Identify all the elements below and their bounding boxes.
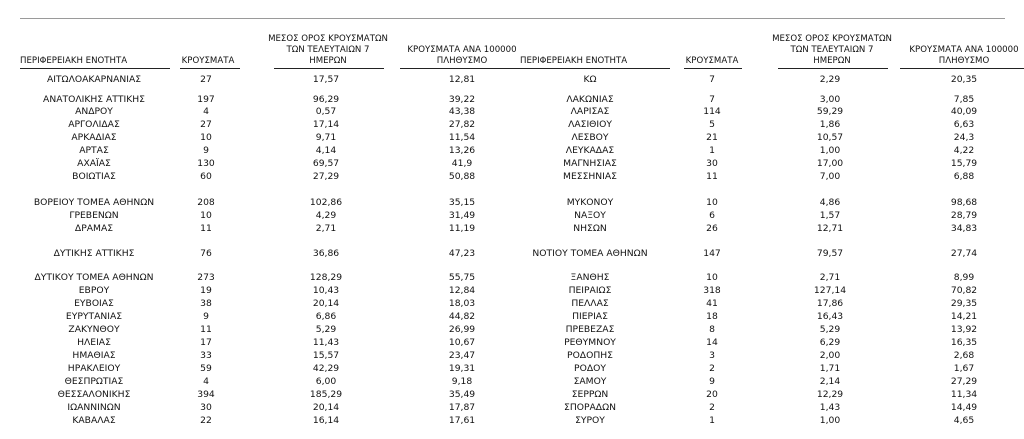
header-per100k-right: ΚΡΟΥΣΜΑΤΑ ΑΝΑ 100000 ΠΛΗΘΥΣΜΟ	[909, 45, 1019, 66]
left-per100k-value: 35,49	[448, 389, 476, 400]
right-avg7-value: 17,00	[816, 158, 844, 169]
header-underline-left-4	[400, 68, 524, 69]
left-cases-value: 4	[203, 376, 209, 387]
right-avg7-value: 16,43	[816, 311, 844, 322]
left-per100k-value: 9,18	[451, 376, 473, 387]
left-per100k-value: 19,31	[448, 363, 476, 374]
left-cases-value: 208	[197, 197, 215, 208]
right-per100k-value: 24,3	[953, 132, 975, 143]
right-region-name: ΞΑΝΘΗΣ	[570, 272, 610, 283]
right-avg7-value: 79,57	[816, 248, 844, 259]
right-region-name: ΛΑΣΙΘΙΟΥ	[568, 119, 612, 130]
left-avg7-value: 15,57	[312, 350, 340, 361]
left-avg7-value: 9,71	[315, 132, 337, 143]
left-avg7-value: 17,57	[312, 74, 340, 85]
left-per100k-value: 11,54	[448, 132, 476, 143]
right-region-name: ΛΑΚΩΝΙΑΣ	[566, 94, 614, 105]
right-avg7-value: 2,14	[819, 376, 841, 387]
left-per100k-value: 50,88	[448, 171, 476, 182]
right-per100k-value: 13,92	[950, 324, 978, 335]
left-region-name: ΔΥΤΙΚΟΥ ΤΟΜΕΑ ΑΘΗΝΩΝ	[34, 272, 154, 283]
right-avg7-value: 1,57	[819, 210, 841, 221]
right-region-name: ΚΩ	[583, 74, 597, 85]
right-cases-value: 21	[706, 132, 718, 143]
right-avg7-value: 2,71	[819, 272, 841, 283]
left-per100k-value: 35,15	[448, 197, 476, 208]
left-cases-value: 4	[203, 106, 209, 117]
header-region-left: ΠΕΡΙΦΕΡΕΙΑΚΗ ΕΝΟΤΗΤΑ	[20, 56, 128, 66]
right-region-name: ΣΥΡΟΥ	[575, 415, 605, 426]
right-per100k-value: 15,79	[950, 158, 978, 169]
left-cases-value: 10	[200, 210, 212, 221]
left-avg7-value: 2,71	[315, 223, 337, 234]
right-per100k-value: 20,35	[950, 74, 978, 85]
left-per100k-value: 10,67	[448, 337, 476, 348]
right-per100k-value: 7,85	[953, 94, 975, 105]
right-avg7-value: 12,29	[816, 389, 844, 400]
left-avg7-value: 185,29	[309, 389, 343, 400]
right-cases-value: 14	[706, 337, 718, 348]
right-per100k-value: 11,34	[950, 389, 978, 400]
right-avg7-value: 12,71	[816, 223, 844, 234]
right-region-name: ΠΕΙΡΑΙΩΣ	[568, 285, 612, 296]
left-region-name: ΘΕΣΣΑΛΟΝΙΚΗΣ	[57, 389, 131, 400]
right-per100k-value: 2,68	[953, 350, 975, 361]
right-per100k-value: 27,29	[950, 376, 978, 387]
left-per100k-value: 26,99	[448, 324, 476, 335]
header-cases-left: ΚΡΟΥΣΜΑΤΑ	[181, 56, 235, 66]
right-cases-value: 11	[706, 171, 718, 182]
header-underline-right-2	[684, 68, 742, 69]
left-region-name: ΓΡΕΒΕΝΩΝ	[69, 210, 119, 221]
top-border	[20, 18, 1005, 19]
right-per100k-value: 29,35	[950, 298, 978, 309]
right-cases-value: 2	[709, 363, 715, 374]
header-underline-left-2	[180, 68, 240, 69]
right-cases-value: 30	[706, 158, 718, 169]
right-region-name: ΜΕΣΣΗΝΙΑΣ	[563, 171, 617, 182]
left-per100k-value: 55,75	[448, 272, 476, 283]
left-avg7-value: 6,00	[315, 376, 337, 387]
right-cases-value: 5	[709, 119, 715, 130]
left-cases-value: 17	[200, 337, 212, 348]
right-cases-value: 114	[703, 106, 721, 117]
right-per100k-value: 6,88	[953, 171, 975, 182]
right-region-name: ΠΙΕΡΙΑΣ	[572, 311, 608, 322]
left-region-name: ΙΩΑΝΝΙΝΩΝ	[67, 402, 121, 413]
header-underline-right-1	[520, 68, 670, 69]
right-avg7-value: 2,29	[819, 74, 841, 85]
left-cases-value: 76	[200, 248, 212, 259]
right-per100k-value: 34,83	[950, 223, 978, 234]
left-region-name: ΑΡΚΑΔΙΑΣ	[71, 132, 117, 143]
right-cases-value: 10	[706, 197, 718, 208]
right-avg7-value: 1,86	[819, 119, 841, 130]
left-cases-value: 27	[200, 74, 212, 85]
header-underline-right-3	[778, 68, 888, 69]
right-region-name: ΜΑΓΝΗΣΙΑΣ	[563, 158, 617, 169]
right-cases-value: 3	[709, 350, 715, 361]
right-avg7-value: 10,57	[816, 132, 844, 143]
left-per100k-value: 43,38	[448, 106, 476, 117]
left-region-name: ΑΧΑΪΑΣ	[77, 158, 111, 169]
right-cases-value: 8	[709, 324, 715, 335]
left-avg7-value: 102,86	[309, 197, 343, 208]
right-per100k-value: 16,35	[950, 337, 978, 348]
right-per100k-value: 14,49	[950, 402, 978, 413]
left-cases-value: 9	[203, 145, 209, 156]
right-region-name: ΛΕΥΚΑΔΑΣ	[565, 145, 615, 156]
left-avg7-value: 36,86	[312, 248, 340, 259]
left-cases-value: 10	[200, 132, 212, 143]
left-cases-value: 19	[200, 285, 212, 296]
left-region-name: ΗΜΑΘΙΑΣ	[72, 350, 116, 361]
right-cases-value: 20	[706, 389, 718, 400]
right-region-name: ΠΡΕΒΕΖΑΣ	[565, 324, 615, 335]
right-region-name: ΡΟΔΟΠΗΣ	[567, 350, 613, 361]
left-avg7-value: 16,14	[312, 415, 340, 426]
right-cases-value: 2	[709, 402, 715, 413]
left-per100k-value: 12,84	[448, 285, 476, 296]
left-avg7-value: 69,57	[312, 158, 340, 169]
right-cases-value: 7	[709, 94, 715, 105]
left-region-name: ΕΥΒΟΙΑΣ	[74, 298, 114, 309]
right-per100k-value: 70,82	[950, 285, 978, 296]
left-per100k-value: 18,03	[448, 298, 476, 309]
right-region-name: ΛΑΡΙΣΑΣ	[570, 106, 610, 117]
right-avg7-value: 17,86	[816, 298, 844, 309]
header-underline-right-4	[900, 68, 1024, 69]
left-cases-value: 60	[200, 171, 212, 182]
left-avg7-value: 128,29	[309, 272, 343, 283]
right-cases-value: 26	[706, 223, 718, 234]
right-region-name: ΝΟΤΙΟΥ ΤΟΜΕΑ ΑΘΗΝΩΝ	[532, 248, 648, 259]
left-cases-value: 38	[200, 298, 212, 309]
right-per100k-value: 1,67	[953, 363, 975, 374]
right-cases-value: 10	[706, 272, 718, 283]
header-avg7-right: ΜΕΣΟΣ ΟΡΟΣ ΚΡΟΥΣΜΑΤΩΝ ΤΩΝ ΤΕΛΕΥΤΑΙΩΝ 7 ΗΜΕΡΩΝ	[772, 34, 892, 66]
left-cases-value: 130	[197, 158, 215, 169]
left-avg7-value: 42,29	[312, 363, 340, 374]
right-per100k-value: 28,79	[950, 210, 978, 221]
left-per100k-value: 44,82	[448, 311, 476, 322]
left-avg7-value: 0,57	[315, 106, 337, 117]
right-region-name: ΣΠΟΡΑΔΩΝ	[564, 402, 616, 413]
right-region-name: ΣΕΡΡΩΝ	[571, 389, 609, 400]
right-per100k-value: 27,74	[950, 248, 978, 259]
left-region-name: ΑΡΓΟΛΙΔΑΣ	[68, 119, 120, 130]
left-region-name: ΑΝΔΡΟΥ	[75, 106, 113, 117]
left-avg7-value: 5,29	[315, 324, 337, 335]
left-per100k-value: 13,26	[448, 145, 476, 156]
left-cases-value: 273	[197, 272, 215, 283]
header-underline-left-1	[20, 68, 170, 69]
left-region-name: ΗΛΕΙΑΣ	[77, 337, 111, 348]
left-region-name: ΒΟΙΩΤΙΑΣ	[72, 171, 116, 182]
left-cases-value: 394	[197, 389, 215, 400]
left-region-name: ΕΥΡΥΤΑΝΙΑΣ	[65, 311, 123, 322]
left-region-name: ΔΥΤΙΚΗΣ ΑΤΤΙΚΗΣ	[53, 248, 135, 259]
right-avg7-value: 1,71	[819, 363, 841, 374]
right-avg7-value: 5,29	[819, 324, 841, 335]
right-region-name: ΣΑΜΟΥ	[573, 376, 607, 387]
right-avg7-value: 2,00	[819, 350, 841, 361]
right-per100k-value: 8,99	[953, 272, 975, 283]
right-per100k-value: 98,68	[950, 197, 978, 208]
left-region-name: ΔΡΑΜΑΣ	[74, 223, 114, 234]
right-cases-value: 9	[709, 376, 715, 387]
left-per100k-value: 11,19	[448, 223, 476, 234]
left-per100k-value: 41,9	[451, 158, 473, 169]
left-avg7-value: 10,43	[312, 285, 340, 296]
right-per100k-value: 40,09	[950, 106, 978, 117]
right-per100k-value: 4,22	[953, 145, 975, 156]
left-per100k-value: 39,22	[448, 94, 476, 105]
left-region-name: ΗΡΑΚΛΕΙΟΥ	[67, 363, 121, 374]
right-region-name: ΡΟΔΟΥ	[574, 363, 606, 374]
left-region-name: ΑΝΑΤΟΛΙΚΗΣ ΑΤΤΙΚΗΣ	[43, 94, 145, 105]
left-avg7-value: 27,29	[312, 171, 340, 182]
left-cases-value: 9	[203, 311, 209, 322]
left-cases-value: 33	[200, 350, 212, 361]
right-per100k-value: 4,65	[953, 415, 975, 426]
right-cases-value: 6	[709, 210, 715, 221]
left-avg7-value: 6,86	[315, 311, 337, 322]
right-region-name: ΝΑΞΟΥ	[574, 210, 606, 221]
header-avg7-left: ΜΕΣΟΣ ΟΡΟΣ ΚΡΟΥΣΜΑΤΩΝ ΤΩΝ ΤΕΛΕΥΤΑΙΩΝ 7 ΗΜΕΡΩΝ	[268, 34, 388, 66]
left-region-name: ΚΑΒΑΛΑΣ	[72, 415, 116, 426]
right-per100k-value: 14,21	[950, 311, 978, 322]
left-avg7-value: 11,43	[312, 337, 340, 348]
left-cases-value: 59	[200, 363, 212, 374]
left-avg7-value: 96,29	[312, 94, 340, 105]
right-cases-value: 1	[709, 415, 715, 426]
left-avg7-value: 4,14	[315, 145, 337, 156]
right-region-name: ΡΕΘΥΜΝΟΥ	[564, 337, 616, 348]
right-region-name: ΝΗΣΩΝ	[573, 223, 607, 234]
left-per100k-value: 12,81	[448, 74, 476, 85]
left-per100k-value: 17,61	[448, 415, 476, 426]
right-avg7-value: 6,29	[819, 337, 841, 348]
right-cases-value: 18	[706, 311, 718, 322]
left-avg7-value: 4,29	[315, 210, 337, 221]
left-region-name: ΑΡΤΑΣ	[79, 145, 109, 156]
left-region-name: ΑΙΤΩΛΟΑΚΑΡΝΑΝΙΑΣ	[46, 74, 142, 85]
left-region-name: ΕΒΡΟΥ	[78, 285, 110, 296]
left-cases-value: 30	[200, 402, 212, 413]
right-avg7-value: 3,00	[819, 94, 841, 105]
left-cases-value: 11	[200, 223, 212, 234]
right-region-name: ΜΥΚΟΝΟΥ	[566, 197, 614, 208]
right-avg7-value: 7,00	[819, 171, 841, 182]
right-cases-value: 41	[706, 298, 718, 309]
right-per100k-value: 6,63	[953, 119, 975, 130]
left-avg7-value: 20,14	[312, 298, 340, 309]
right-avg7-value: 1,00	[819, 415, 841, 426]
right-region-name: ΛΕΣΒΟΥ	[571, 132, 609, 143]
right-avg7-value: 4,86	[819, 197, 841, 208]
right-avg7-value: 1,00	[819, 145, 841, 156]
left-cases-value: 11	[200, 324, 212, 335]
left-avg7-value: 17,14	[312, 119, 340, 130]
right-cases-value: 147	[703, 248, 721, 259]
right-avg7-value: 59,29	[816, 106, 844, 117]
right-region-name: ΠΕΛΛΑΣ	[571, 298, 609, 309]
right-cases-value: 1	[709, 145, 715, 156]
left-region-name: ΖΑΚΥΝΘΟΥ	[68, 324, 120, 335]
left-per100k-value: 47,23	[448, 248, 476, 259]
left-per100k-value: 31,49	[448, 210, 476, 221]
right-cases-value: 7	[709, 74, 715, 85]
right-cases-value: 318	[703, 285, 721, 296]
header-cases-right: ΚΡΟΥΣΜΑΤΑ	[685, 56, 739, 66]
header-underline-left-3	[274, 68, 384, 69]
left-region-name: ΒΟΡΕΙΟΥ ΤΟΜΕΑ ΑΘΗΝΩΝ	[33, 197, 155, 208]
left-per100k-value: 17,87	[448, 402, 476, 413]
left-per100k-value: 27,82	[448, 119, 476, 130]
header-per100k-left: ΚΡΟΥΣΜΑΤΑ ΑΝΑ 100000 ΠΛΗΘΥΣΜΟ	[407, 45, 517, 66]
right-avg7-value: 1,43	[819, 402, 841, 413]
left-cases-value: 22	[200, 415, 212, 426]
left-cases-value: 27	[200, 119, 212, 130]
right-avg7-value: 127,14	[813, 285, 847, 296]
left-region-name: ΘΕΣΠΡΩΤΙΑΣ	[64, 376, 124, 387]
left-per100k-value: 23,47	[448, 350, 476, 361]
header-region-right: ΠΕΡΙΦΕΡΕΙΑΚΗ ΕΝΟΤΗΤΑ	[520, 56, 628, 66]
left-avg7-value: 20,14	[312, 402, 340, 413]
left-cases-value: 197	[197, 94, 215, 105]
